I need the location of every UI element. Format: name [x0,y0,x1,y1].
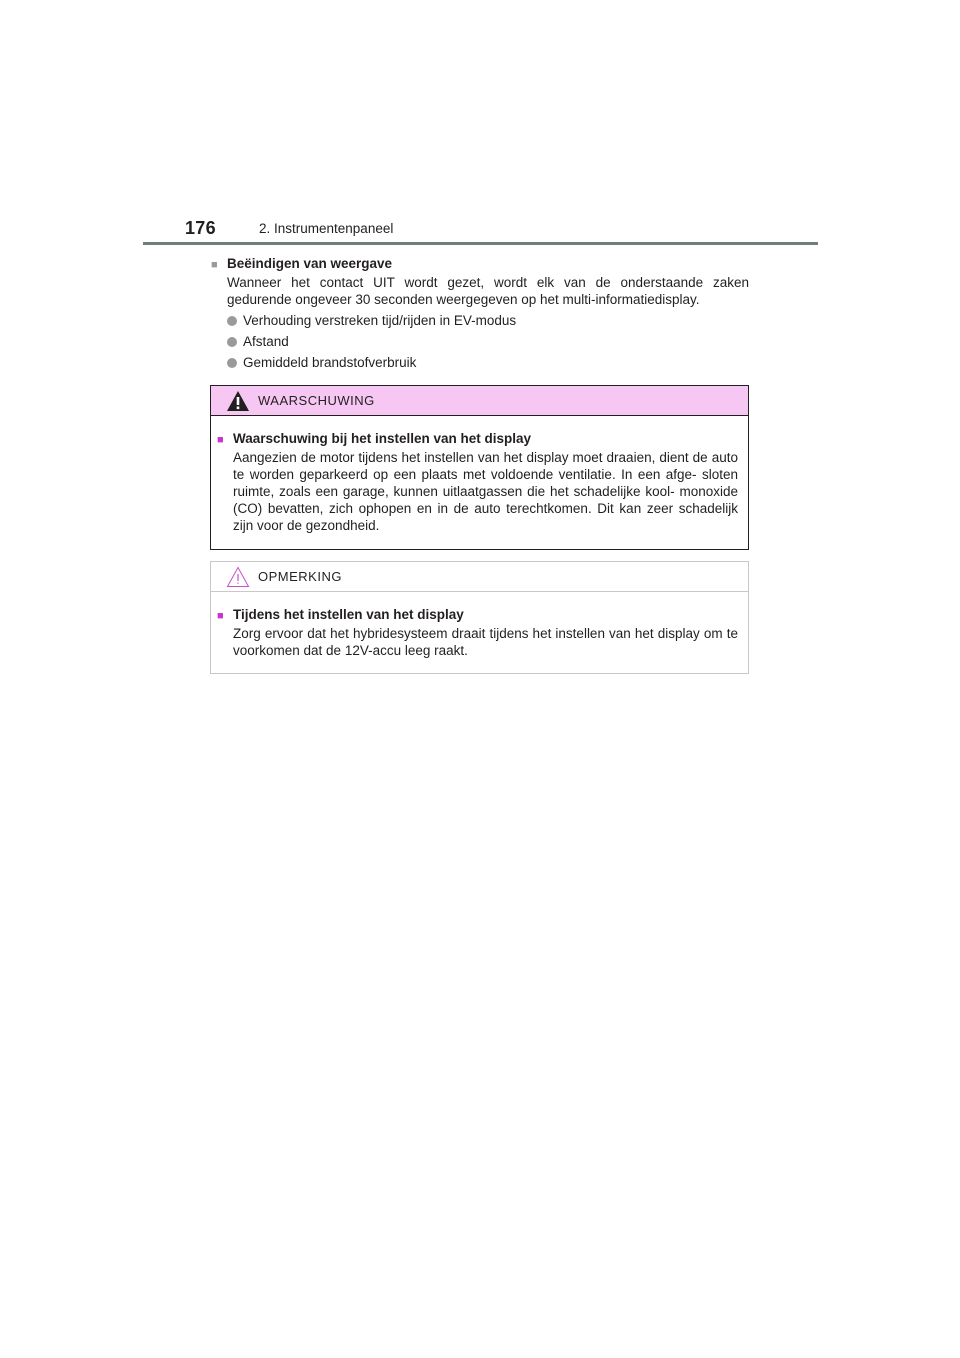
square-bullet-icon: ■ [217,434,224,446]
page-number: 176 [185,218,216,238]
bullet-list [211,312,749,371]
note-header [211,562,748,592]
section-title: 2. Instrumentenpaneel [259,221,394,236]
warning-paragraph: Aangezien de motor tijdens het instellen van het display moet draaien, dient de auto te worden geparkeerd op een plaats met voldoende ventilatie. In een afge- sloten ruimte, zoals een garage, kunnen uitlaatgassen die het schadelijke kool- monoxide (CO) bevatten, zich ophopen en in de auto terechtkomen. Dit kan zeer schadelijk zijn voor de gezondheid. [233,450,738,533]
round-bullet-icon [227,358,237,368]
list-item: Afstand [211,333,749,350]
note-paragraph: Zorg ervoor dat het hybridesysteem draait tijdens het instellen van het display om te voorkomen dat de 12V-accu leeg raakt. [233,626,738,658]
warning-label: WAARSCHUWING [258,393,375,408]
note-label: OPMERKING [258,569,342,584]
list-item: Verhouding verstreken tijd/rijden in EV-modus [211,312,749,329]
warning-box [210,385,749,550]
section-end-display [211,255,749,375]
round-bullet-icon [227,337,237,347]
note-box [210,561,749,674]
warning-triangle-icon [226,390,250,412]
section-heading: ■ Beëindigen van weergave [211,255,749,274]
warning-heading: ■ Waarschuwing bij het instellen van het display [217,430,738,449]
note-heading: ■ Tijdens het instellen van het display [217,606,738,625]
round-bullet-icon [227,316,237,326]
header-rule [143,242,818,245]
square-bullet-icon: ■ [211,259,218,271]
list-item: Gemiddeld brandstofverbruik [211,354,749,371]
square-bullet-icon: ■ [217,610,224,622]
warning-header [211,386,748,416]
caution-triangle-outline-icon [226,566,250,588]
section-paragraph: Wanneer het contact UIT wordt gezet, wordt elk van de onderstaande zaken gedurende ongeveer 30 seconden weergegeven op het multi-informatiedisplay. [227,275,749,307]
